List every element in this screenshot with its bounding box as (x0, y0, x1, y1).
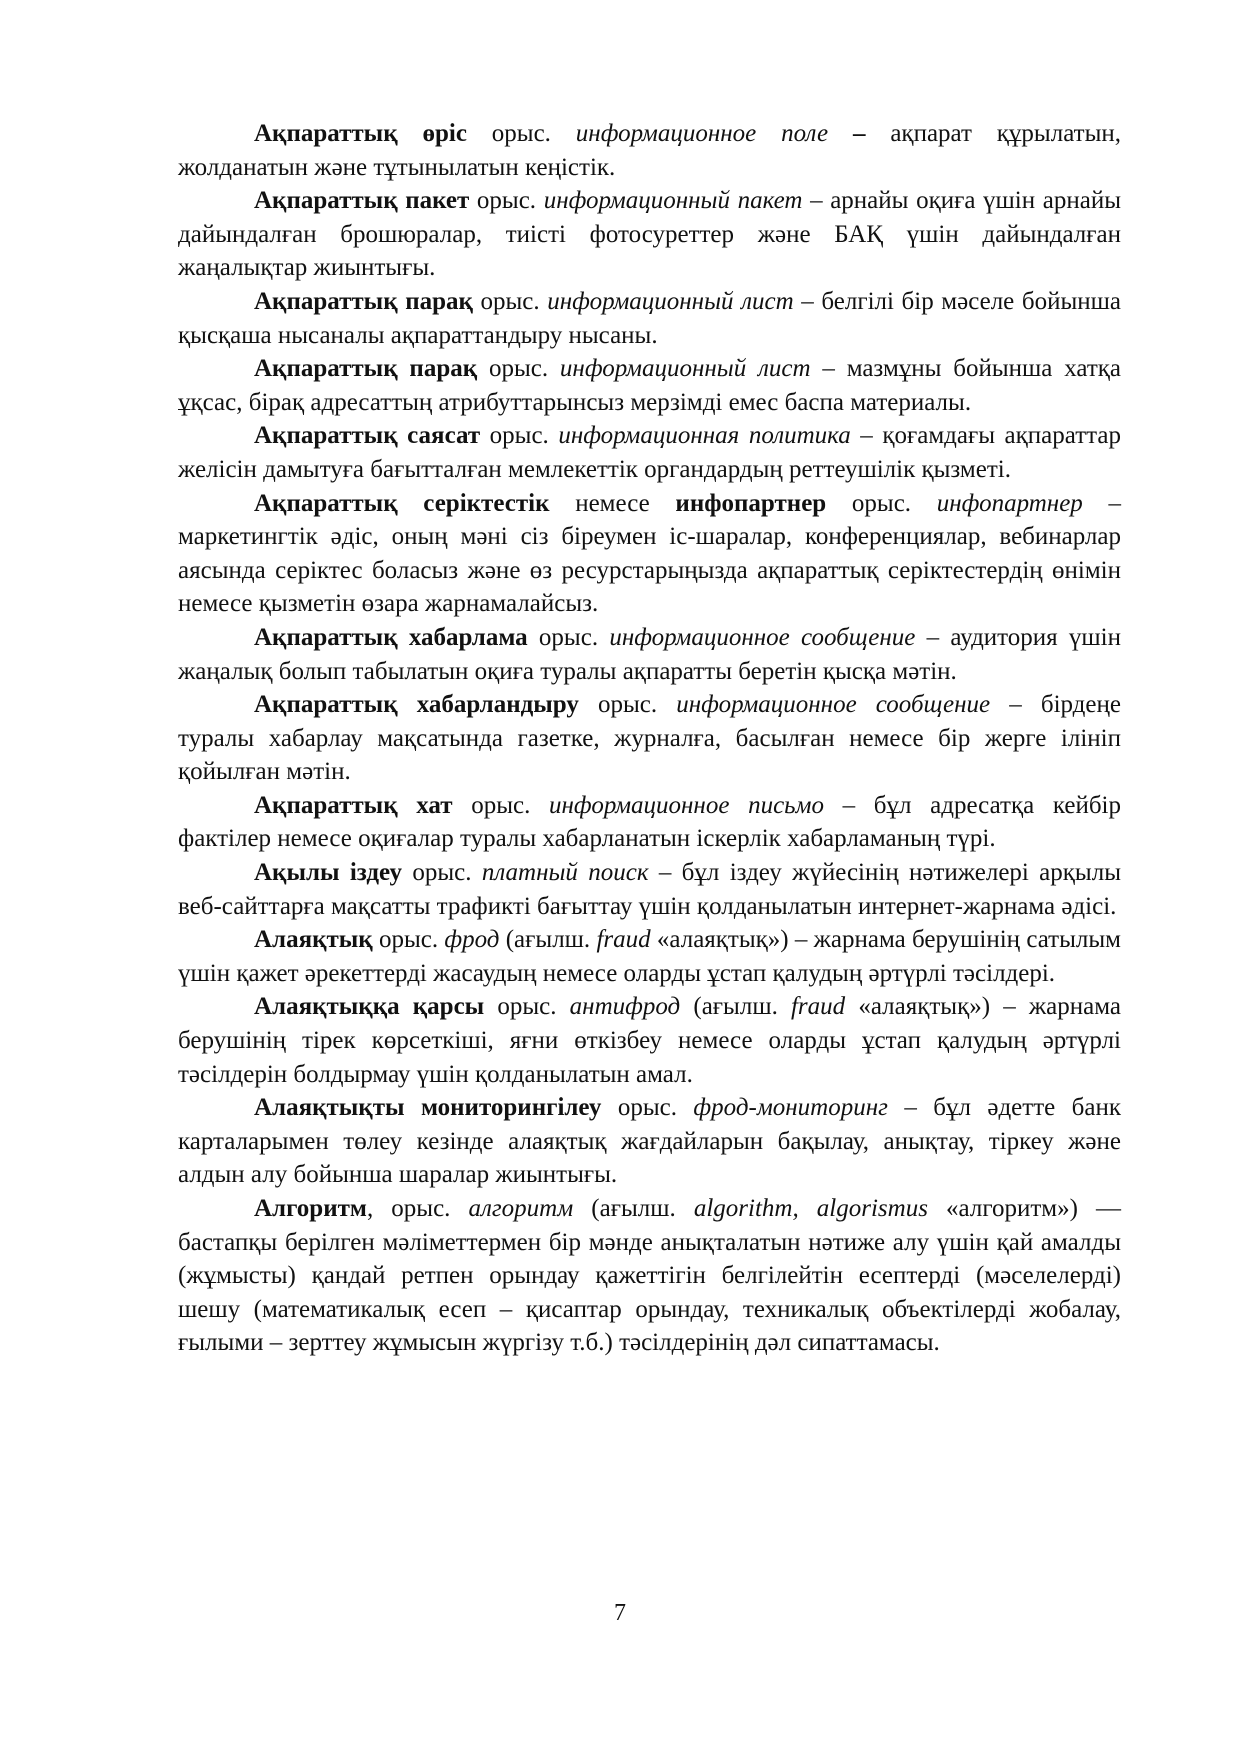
glossary-entry-akparattyk-sayasat (178, 419, 1121, 486)
term-text: Ақпараттық саясат (254, 422, 481, 450)
definition-text: орыс. (477, 355, 560, 383)
russian-equivalent: алгоритм (468, 1195, 574, 1222)
glossary-entry-alayaktyk (178, 923, 1121, 990)
definition-text: – мазмұны бойынша хатқа ұқсас, бірақ адресаттың атрибуттарынсыз мерзімді емес баспа материалы. (178, 355, 1121, 416)
page-number: 7 (614, 1600, 626, 1626)
definition-text: немесе (549, 489, 676, 517)
term-text: Алаяқтық (254, 926, 373, 954)
definition-text: орыс. (527, 623, 610, 651)
russian-equivalent: fraud (596, 926, 651, 954)
glossary-entry-algoritm (178, 1192, 1121, 1360)
term-text: Ақпараттық хабарлама (254, 623, 528, 651)
definition-text: орыс. (484, 993, 570, 1021)
definition-text: орыс. (480, 422, 559, 450)
definition-text: «алгоритм») — бастапқы берілген мәліметтермен бір мәнде анықталатын нәтиже алу үшін қай амалды (жұмысты) қандай ретпен орындау қажеттігін белгілейтін есептерді (мәселелерді) шешу (математикалық есеп – қисаптар орындау, техникалық объектілерді жобалау, ғылыми – зерттеу жұмысын жүргізу т.б.) тәсілдерінің дәл сипаттамасы. (178, 1195, 1121, 1357)
glossary-entry-akyly-izdeu (178, 856, 1121, 923)
glossary-entry-akparattyk-habarlandyru (178, 688, 1121, 789)
russian-equivalent: algorithm, algorismus (693, 1195, 928, 1222)
definition-text: орыс. (466, 120, 576, 147)
glossary-entry-akparattyk-parak-1 (178, 285, 1121, 352)
term-text: Алаяқтыққа қарсы (254, 993, 485, 1021)
definition-text: – бұл адресатқа кейбір фактілер немесе оқиғалар туралы хабарланатын іскерлік хабарламаның түрі. (178, 791, 1121, 853)
russian-equivalent: платный поиск (481, 859, 649, 887)
term-text: Алаяқтықты мониторингілеу (254, 1094, 602, 1122)
term-text: Ақпараттық парақ (254, 287, 473, 315)
definition-text: (ағылш. (573, 1195, 694, 1222)
glossary-entry-akparattyk-hat (178, 789, 1121, 856)
definition-text: орыс. (402, 859, 482, 887)
definition-text: орыс. (826, 489, 937, 517)
russian-equivalent: информационный лист (547, 287, 794, 315)
term-text: Ақпараттық парақ (254, 355, 478, 383)
term-text: Ақылы іздеу (254, 859, 403, 887)
definition-text: – аудитория үшін жаңалық болып табылатын оқиға туралы ақпаратты беретін қысқа мәтін. (178, 623, 1121, 685)
glossary-entry-akparattyk-oris (178, 117, 1121, 184)
glossary-entry-alayaktykty-monitoringileu (178, 1091, 1121, 1192)
definition-text: – арнайы оқиға үшін арнайы дайындалған брошюралар, тиісті фотосуреттер және БАҚ үшін дайындалған жаңалықтар жиынтығы. (178, 187, 1121, 282)
definition-text: – маркетингтік әдіс, оның мәні сіз біреумен іс-шаралар, конференциялар, вебинарлар аясында серіктес боласыз және өз ресурстарыңызда ақпараттық серіктестердің өнімін немесе қызметін өзара жарнамалайсыз. (178, 489, 1122, 618)
definition-text: – бұл іздеу жүйесінің нәтижелері арқылы веб-сайттарға мақсатты трафикті бағыттау үшін қолданылатын интернет-жарнама әдісі. (178, 859, 1121, 920)
definition-text: «алаяқтық») – жарнама берушінің сатылым үшін қажет әрекеттерді жасаудың немесе оларды ұстап қалудың әртүрлі тәсілдері. (178, 926, 1121, 987)
russian-equivalent: информационный пакет (543, 187, 803, 215)
term-text: Ақпараттық өріс (254, 120, 467, 147)
term-text: Ақпараттық серіктестік (254, 489, 550, 517)
glossary-page (178, 117, 1121, 1360)
definition-text: – белгілі бір мәселе бойынша қысқаша нысаналы ақпараттандыру нысаны. (178, 287, 1121, 349)
definition-text: – бұл әдетте банк карталарымен төлеу кезінде алаяқтық жағдайларын бақылау, анықтау, тіркеу және алдын алу бойынша шаралар жиынтығы. (178, 1094, 1121, 1189)
russian-equivalent: инфопартнер (936, 489, 1083, 517)
definition-text: орыс. (578, 691, 677, 719)
definition-text: «алаяқтық») – жарнама берушінің тірек көрсеткіші, яғни өткізбеу немесе оларды ұстап қалудың әртүрлі тәсілдерін болдырмау үшін қолданылатын амал. (178, 993, 1121, 1088)
glossary-entry-akparattyk-paket (178, 184, 1121, 285)
glossary-entry-akparattyk-habarlama (178, 621, 1121, 688)
term-text: Ақпараттық пакет (254, 187, 470, 215)
glossary-entry-akparattyk-seriktestik (178, 487, 1121, 621)
definition-text: (ағылш. (680, 993, 791, 1021)
term-text: Ақпараттық хат (254, 791, 453, 819)
russian-equivalent: фрод-мониторинг (693, 1094, 888, 1122)
term-text: инфопартнер (675, 489, 827, 517)
definition-text: – қоғамдағы ақпараттар желісін дамытуға бағытталған мемлекеттік органдардың реттеушілік қызметі. (178, 422, 1121, 483)
definition-text: – бірдеңе туралы хабарлау мақсатында газетке, журналға, басылған немесе бір жерге ілініп қойылған мәтін. (178, 691, 1121, 786)
glossary-entry-akparattyk-parak-2 (178, 352, 1121, 419)
definition-text (828, 120, 853, 147)
term-text: Ақпараттық хабарландыру (254, 691, 579, 719)
definition-text: орыс. (472, 287, 548, 315)
russian-equivalent: информационная политика (558, 422, 851, 450)
russian-equivalent: информационное письмо (549, 791, 825, 819)
glossary-entry-alayaktykka-karsy (178, 990, 1121, 1091)
term-text: – (852, 120, 866, 147)
definition-text: орыс. (372, 926, 445, 954)
russian-equivalent: фрод (444, 926, 500, 954)
term-text: Алгоритм (254, 1195, 367, 1222)
definition-text: орыс. (469, 187, 544, 215)
definition-text: , орыс. (366, 1195, 469, 1222)
definition-text: ақпарат құрылатын, жолданатын және тұтынылатын кеңістік. (178, 120, 1122, 181)
definition-text: орыс. (601, 1094, 694, 1122)
russian-equivalent: антифрод (569, 993, 681, 1021)
definition-text: (ағылш. (499, 926, 597, 954)
russian-equivalent: информационное сообщение (676, 691, 991, 719)
russian-equivalent: информационное поле (575, 120, 829, 147)
russian-equivalent: информационное сообщение (609, 623, 916, 651)
definition-text: орыс. (452, 791, 549, 819)
russian-equivalent: информационный лист (559, 355, 811, 383)
russian-equivalent: fraud (790, 993, 846, 1021)
